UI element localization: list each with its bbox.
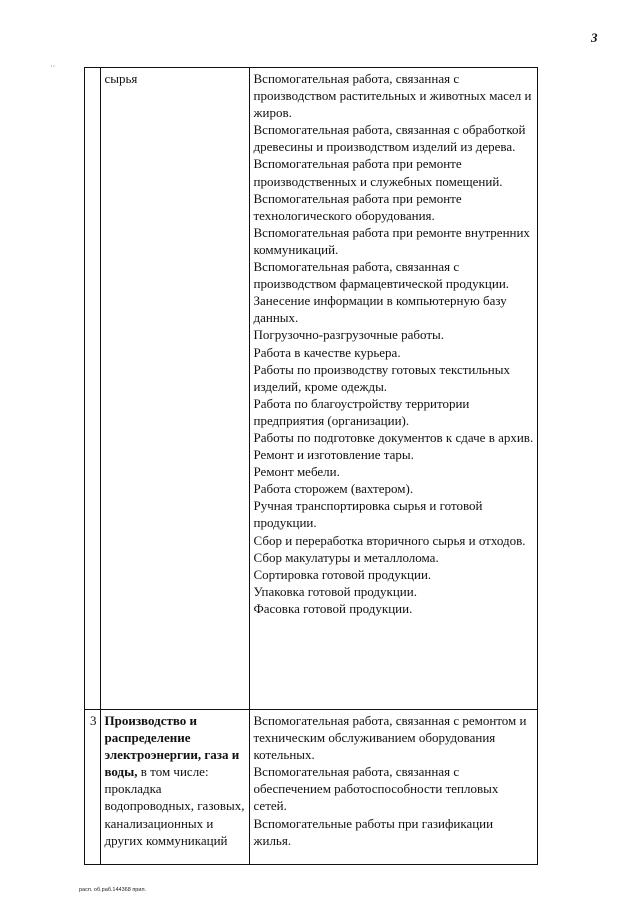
work-item: Вспомогательная работа, связанная с обеспечением работоспособности тепловых сетей. — [253, 764, 499, 814]
row-number-cell — [85, 68, 101, 710]
works-table — [84, 67, 538, 865]
work-item: Вспомогательная работа при ремонте технологического оборудования. — [253, 190, 462, 223]
industry-cell — [100, 710, 249, 865]
industry-detail: в том числе: прокладка водопроводных, газовых, канализационных и других коммуникаций — [104, 764, 245, 848]
row-number-cell — [85, 710, 101, 865]
work-item: Вспомогательная работа, связанная с обработкой древесины и производством изделий из дерева. — [253, 122, 526, 155]
footer-note: расп. об.раб.144368 прил. — [79, 887, 147, 893]
industry-detail: сырья — [104, 71, 138, 86]
work-item: Работа в качестве курьера. — [253, 344, 401, 360]
work-item: Сбор макулатуры и металлолома. — [253, 549, 439, 565]
work-item: Работы по производству готовых текстильных изделий, кроме одежды. — [253, 361, 510, 394]
work-item: Вспомогательная работа, связанная с ремонтом и техническим обслуживанием оборудования котельных. — [253, 713, 527, 763]
row-number: 3 — [90, 713, 97, 728]
work-item: Фасовка готовой продукции. — [253, 600, 413, 616]
work-item: Вспомогательные работы при газификации жилья. — [253, 815, 494, 848]
work-item: Ручная транспортировка сырья и готовой продукции. — [253, 498, 483, 531]
industry-cell — [100, 68, 249, 710]
works-cell — [249, 68, 537, 710]
work-item: Ремонт и изготовление тары. — [253, 447, 414, 463]
work-item: Вспомогательная работа при ремонте производственных и служебных помещений. — [253, 156, 503, 189]
work-item: Занесение информации в компьютерную базу данных. — [253, 293, 507, 326]
work-item: Ремонт мебели. — [253, 464, 340, 480]
works-cell — [249, 710, 537, 865]
industry-title: Производство и распределение электроэнергии, газа и воды, — [104, 713, 240, 780]
corner-mark: ·· — [50, 62, 56, 71]
work-item: Работы по подготовке документов к сдаче в архив. — [253, 429, 534, 445]
table-row — [85, 68, 538, 710]
work-item: Работа сторожем (вахтером). — [253, 481, 414, 497]
work-item: Сбор и переработка вторичного сырья и отходов. — [253, 532, 526, 548]
table-row — [85, 710, 538, 865]
work-item: Погрузочно-разгрузочные работы. — [253, 327, 445, 343]
work-item: Упаковка готовой продукции. — [253, 583, 417, 599]
work-item: Вспомогательная работа, связанная с производством фармацевтической продукции. — [253, 259, 510, 292]
work-item: Работа по благоустройству территории предприятия (организации). — [253, 395, 470, 428]
work-item: Вспомогательная работа, связанная с производством растительных и животных масел и жиров. — [253, 71, 532, 121]
page-number: 3 — [591, 30, 598, 45]
work-item: Вспомогательная работа при ремонте внутренних коммуникаций. — [253, 224, 530, 257]
work-item: Сортировка готовой продукции. — [253, 566, 432, 582]
